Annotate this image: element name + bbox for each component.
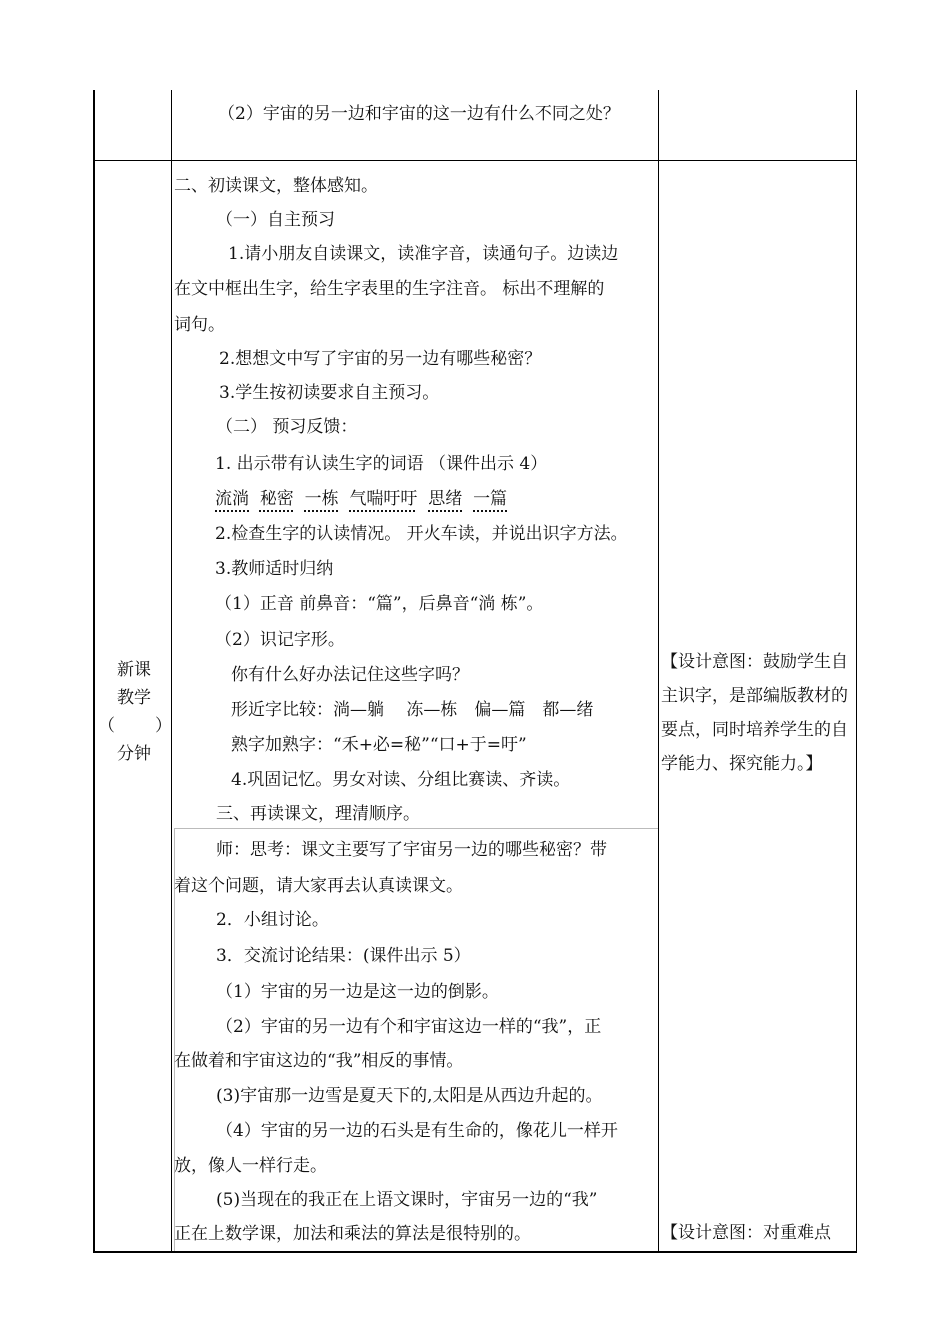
item3: 3.学生按初读要求自主预习。 [219,383,440,403]
top-question-2: （2）宇宙的另一边和宇宙的这一边有什么不同之处？ [218,104,620,124]
vocab-word: 一篇 [473,489,508,509]
result-2-b: 在做着和宇宙这边的“我”相反的事情。 [174,1051,464,1071]
item2: 2.想想文中写了宇宙的另一边有哪些秘密？ [219,349,542,369]
section3-think-b: 着这个问题，请大家再去认真读课文。 [174,876,463,896]
result-1: （1）宇宙的另一边是这一边的倒影。 [216,982,499,1002]
item1-line-a: 1.请小朋友自读课文，读准字音，读通句子。边读边 [228,244,619,264]
result-5-b: 正在上数学课，加法和乘法的算法是很特别的。 [174,1224,531,1244]
section-label-line1: 新课 [117,660,151,680]
item1-line-c: 词句。 [174,315,225,335]
section-label-minutes-blank [96,712,172,740]
vocab-word: 思绪 [428,489,463,509]
sub2-title: （二） 预习反馈： [216,417,358,437]
feedback-3-2c: 熟字加熟字：“禾+必=秘”“口+于=吁” [231,735,527,755]
table-row-divider [93,160,857,161]
table-left-border [93,90,95,1252]
section3-think-a: 师：思考：课文主要写了宇宙另一边的哪些秘密？带 [216,840,607,860]
feedback-3-2a: 你有什么好办法记住这些字吗？ [231,665,469,685]
feedback-1: 1. 出示带有认读生字的词语 （课件出示 4） [215,454,548,474]
paren-open: （ [98,716,115,736]
result-5-a: (5)当现在的我正在上语文课时，宇宙另一边的“我” [216,1190,598,1210]
section3-item-2: 2．小组讨论。 [216,910,329,930]
sub1-title: （一）自主预习 [216,210,335,230]
vocab-word: 流淌 [215,489,249,509]
result-4-b: 放，像人一样行走。 [174,1156,327,1176]
design-intent-note-1: 【设计意图：鼓励学生自主识字，是部编版教材的要点，同时培养学生的自学能力、探究能力。】 [661,652,848,774]
feedback-4: 4.巩固记忆。男女对读、分组比赛读、齐读。 [231,770,571,790]
inner-faint-divider [174,828,658,829]
section2-title: 二、初读课文，整体感知。 [174,176,378,196]
item1-line-b: 在文中框出生字，给生字表里的生字注音。 标出不理解的 [174,279,605,299]
feedback-3-1: （1）正音 前鼻音：“篇”，后鼻音“淌 栋”。 [215,594,544,614]
feedback-3: 3.教师适时归纳 [215,559,334,579]
section-label-line4: 分钟 [117,744,151,764]
section-label-line2: 教学 [117,688,151,708]
paren-close: ） [155,716,172,736]
vocab-word: 一栋 [304,489,339,509]
design-intent-note-2: 【设计意图：对重难点 [661,1223,831,1243]
feedback-3-2b: 形近字比较：淌—躺 冻—栋 偏—篇 都—绪 [231,700,594,720]
result-3: (3)宇宙那一边雪是夏天下的,太阳是从西边升起的。 [216,1086,603,1106]
feedback-3-2: （2）识记字形。 [215,630,345,650]
table-col-divider-2 [658,90,659,1252]
vocab-word: 气喘吁吁 [349,489,418,509]
result-4-a: （4）宇宙的另一边的石头是有生命的，像花儿一样开 [216,1121,618,1141]
vocab-word: 秘密 [259,489,294,509]
feedback-2: 2.检查生字的认读情况。 开火车读，并说出识字方法。 [215,524,628,544]
section3-title: 三、再读课文，理清顺序。 [216,804,420,824]
section-label [96,656,172,768]
section3-item-3: 3．交流讨论结果：(课件出示 5） [216,946,471,966]
table-bottom-border [93,1251,857,1253]
result-2-a: （2）宇宙的另一边有个和宇宙这边一样的“我”，正 [216,1017,602,1037]
vocab-word-list [215,488,507,510]
